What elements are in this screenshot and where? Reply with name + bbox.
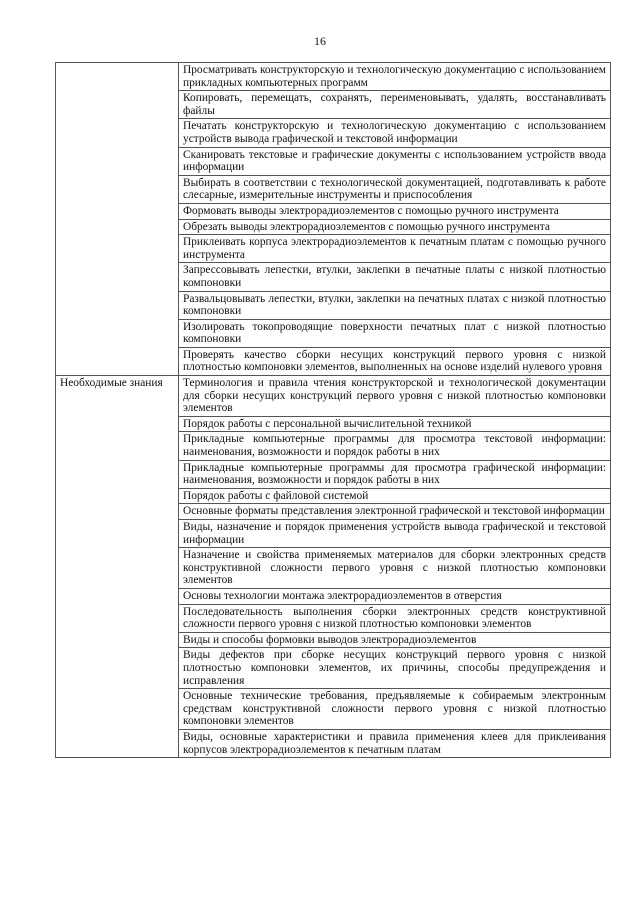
requirement-item: Развальцовывать лепестки, втулки, заклепки на печатных платах с низкой плотностью компоновки	[179, 291, 611, 319]
requirement-item: Запрессовывать лепестки, втулки, заклепки в печатные платы с низкой плотностью компоновки	[179, 263, 611, 291]
requirement-item: Прикладные компьютерные программы для просмотра текстовой информации: наименования, возможности и порядок работы в них	[179, 432, 611, 460]
requirement-item: Основные форматы представления электронной графической и текстовой информации	[179, 504, 611, 520]
requirement-item: Основные технические требования, предъявляемые к собираемым электронным средствам конструктивной сложности первого уровня с низкой плотностью компоновки элементов	[179, 689, 611, 730]
page-number: 16	[314, 34, 326, 48]
requirement-item: Виды, основные характеристики и правила применения клеев для приклеивания корпусов электрорадиоэлементов к печатным платам	[179, 729, 611, 757]
requirement-item: Порядок работы с файловой системой	[179, 488, 611, 504]
requirement-item: Основы технологии монтажа электрорадиоэлементов в отверстия	[179, 588, 611, 604]
requirement-item: Виды и способы формовки выводов электрорадиоэлементов	[179, 632, 611, 648]
requirement-item: Порядок работы с персональной вычислительной техникой	[179, 416, 611, 432]
section-label	[56, 63, 179, 376]
requirement-item: Обрезать выводы электрорадиоэлементов с помощью ручного инструмента	[179, 219, 611, 235]
requirement-item: Прикладные компьютерные программы для просмотра графической информации: наименования, возможности и порядок работы в них	[179, 460, 611, 488]
requirement-item: Виды дефектов при сборке несущих конструкций первого уровня с низкой плотностью компоновки элементов, их причины, способы предупреждения и исправления	[179, 648, 611, 689]
table-row	[56, 63, 611, 91]
requirements-table-body	[56, 63, 611, 758]
requirement-item: Виды, назначение и порядок применения устройств вывода графической и текстовой информации	[179, 520, 611, 548]
requirement-item: Сканировать текстовые и графические документы с использованием устройств ввода информации	[179, 147, 611, 175]
requirement-item: Изолировать токопроводящие поверхности печатных плат с низкой плотностью компоновки	[179, 319, 611, 347]
requirement-item: Печатать конструкторскую и технологическую документацию с использованием устройств вывода графической и текстовой информации	[179, 119, 611, 147]
requirement-item: Просматривать конструкторскую и технологическую документацию с использованием прикладных компьютерных программ	[179, 63, 611, 91]
requirements-table	[55, 62, 611, 758]
requirement-item: Выбирать в соответствии с технологической документацией, подготавливать к работе слесарные, измерительные инструменты и приспособления	[179, 175, 611, 203]
requirement-item: Копировать, перемещать, сохранять, переименовывать, удалять, восстанавливать файлы	[179, 91, 611, 119]
requirement-item: Приклеивать корпуса электрорадиоэлементов к печатным платам с помощью ручного инструмента	[179, 235, 611, 263]
requirement-item: Формовать выводы электрорадиоэлементов с помощью ручного инструмента	[179, 203, 611, 219]
requirement-item: Назначение и свойства применяемых материалов для сборки электронных средств конструктивной сложности первого уровня с низкой плотностью компоновки элементов	[179, 548, 611, 589]
requirement-item: Терминология и правила чтения конструкторской и технологической документации для сборки несущих конструкций первого уровня с низкой плотностью компоновки элементов	[179, 376, 611, 417]
table-row	[56, 376, 611, 417]
requirement-item: Последовательность выполнения сборки электронных средств конструктивной сложности первого уровня с низкой плотностью компоновки элементов	[179, 604, 611, 632]
section-label: Необходимые знания	[56, 376, 179, 758]
requirement-item: Проверять качество сборки несущих конструкций первого уровня с низкой плотностью компоновки элементов, выполненных на основе изделий нулевого уровня	[179, 347, 611, 375]
